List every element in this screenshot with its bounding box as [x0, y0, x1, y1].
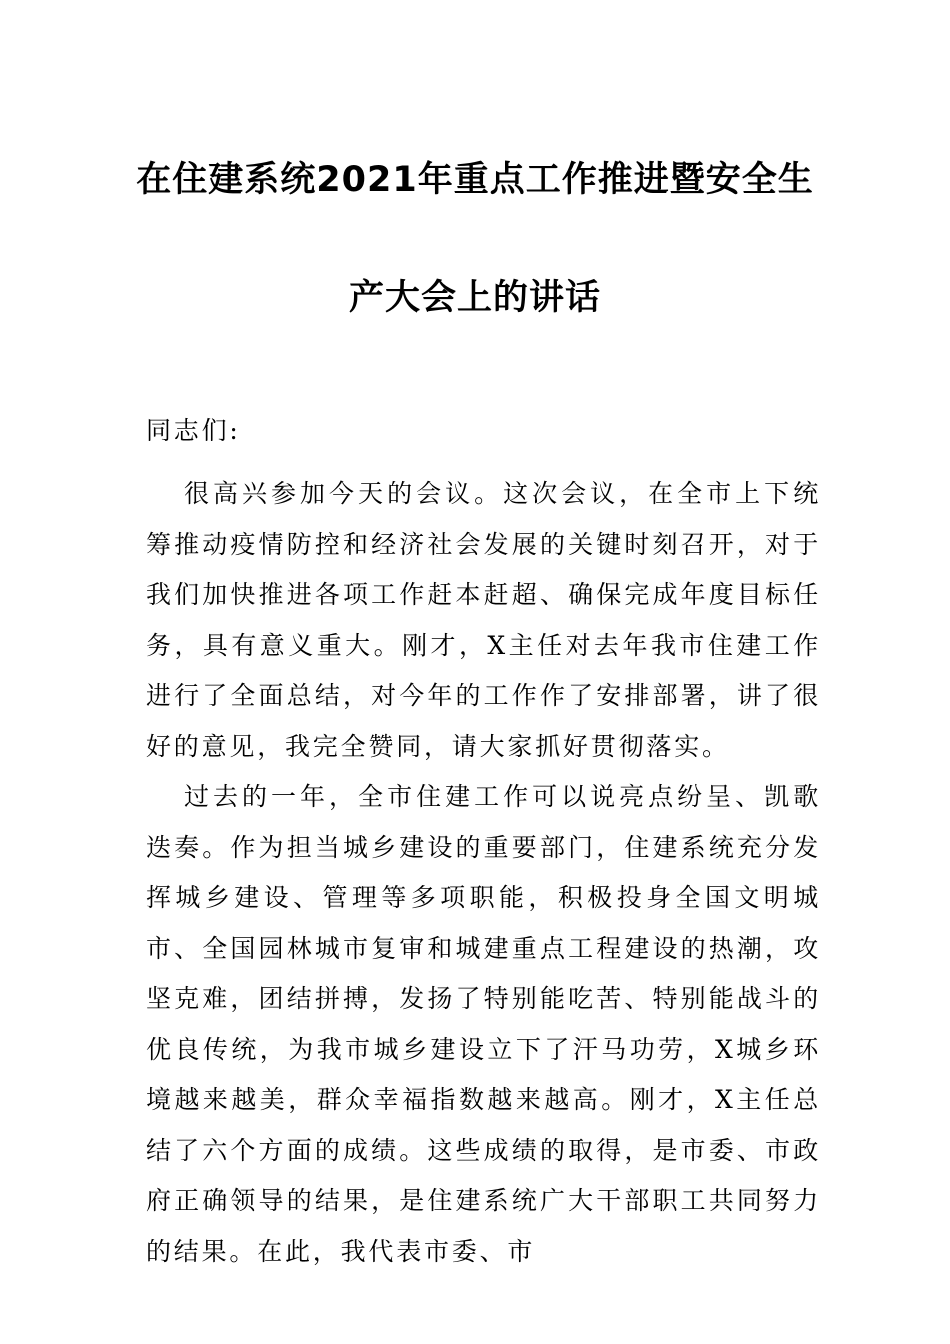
paragraph-1: 很高兴参加今天的会议。这次会议，在全市上下统筹推动疫情防控和经济社会发展的关键时刻召开，对于我们加快推进各项工作赶本赶超、确保完成年度目标任务，具有意义重大。刚才，X主任对去年我市住建工作进行了全面总结，对今年的工作作了安排部署，讲了很好的意见，我完全赞同，请大家抓好贯彻落实。	[146, 479, 821, 761]
salutation: 同志们:	[146, 416, 241, 445]
paragraph-2: 过去的一年，全市住建工作可以说亮点纷呈、凯歌迭奏。作为担当城乡建设的重要部门，住建系统充分发挥城乡建设、管理等多项职能，积极投身全国文明城市、全国园林城市复审和城建重点工程建设的热潮，攻坚克难，团结拼搏，发扬了特别能吃苦、特别能战斗的优良传统，为我市城乡建设立下了汗马功劳，X城乡环境越来越美，群众幸福指数越来越高。刚才，X主任总结了六个方面的成绩。这些成绩的取得，是市委、市政府正确领导的结果，是住建系统广大干部职工共同努力的结果。在此，我代表市委、市	[146, 782, 821, 1266]
document-title-line-2: 产大会上的讲话	[348, 278, 601, 318]
document-title-line-1: 在住建系统2021年重点工作推进暨安全生	[136, 160, 814, 200]
